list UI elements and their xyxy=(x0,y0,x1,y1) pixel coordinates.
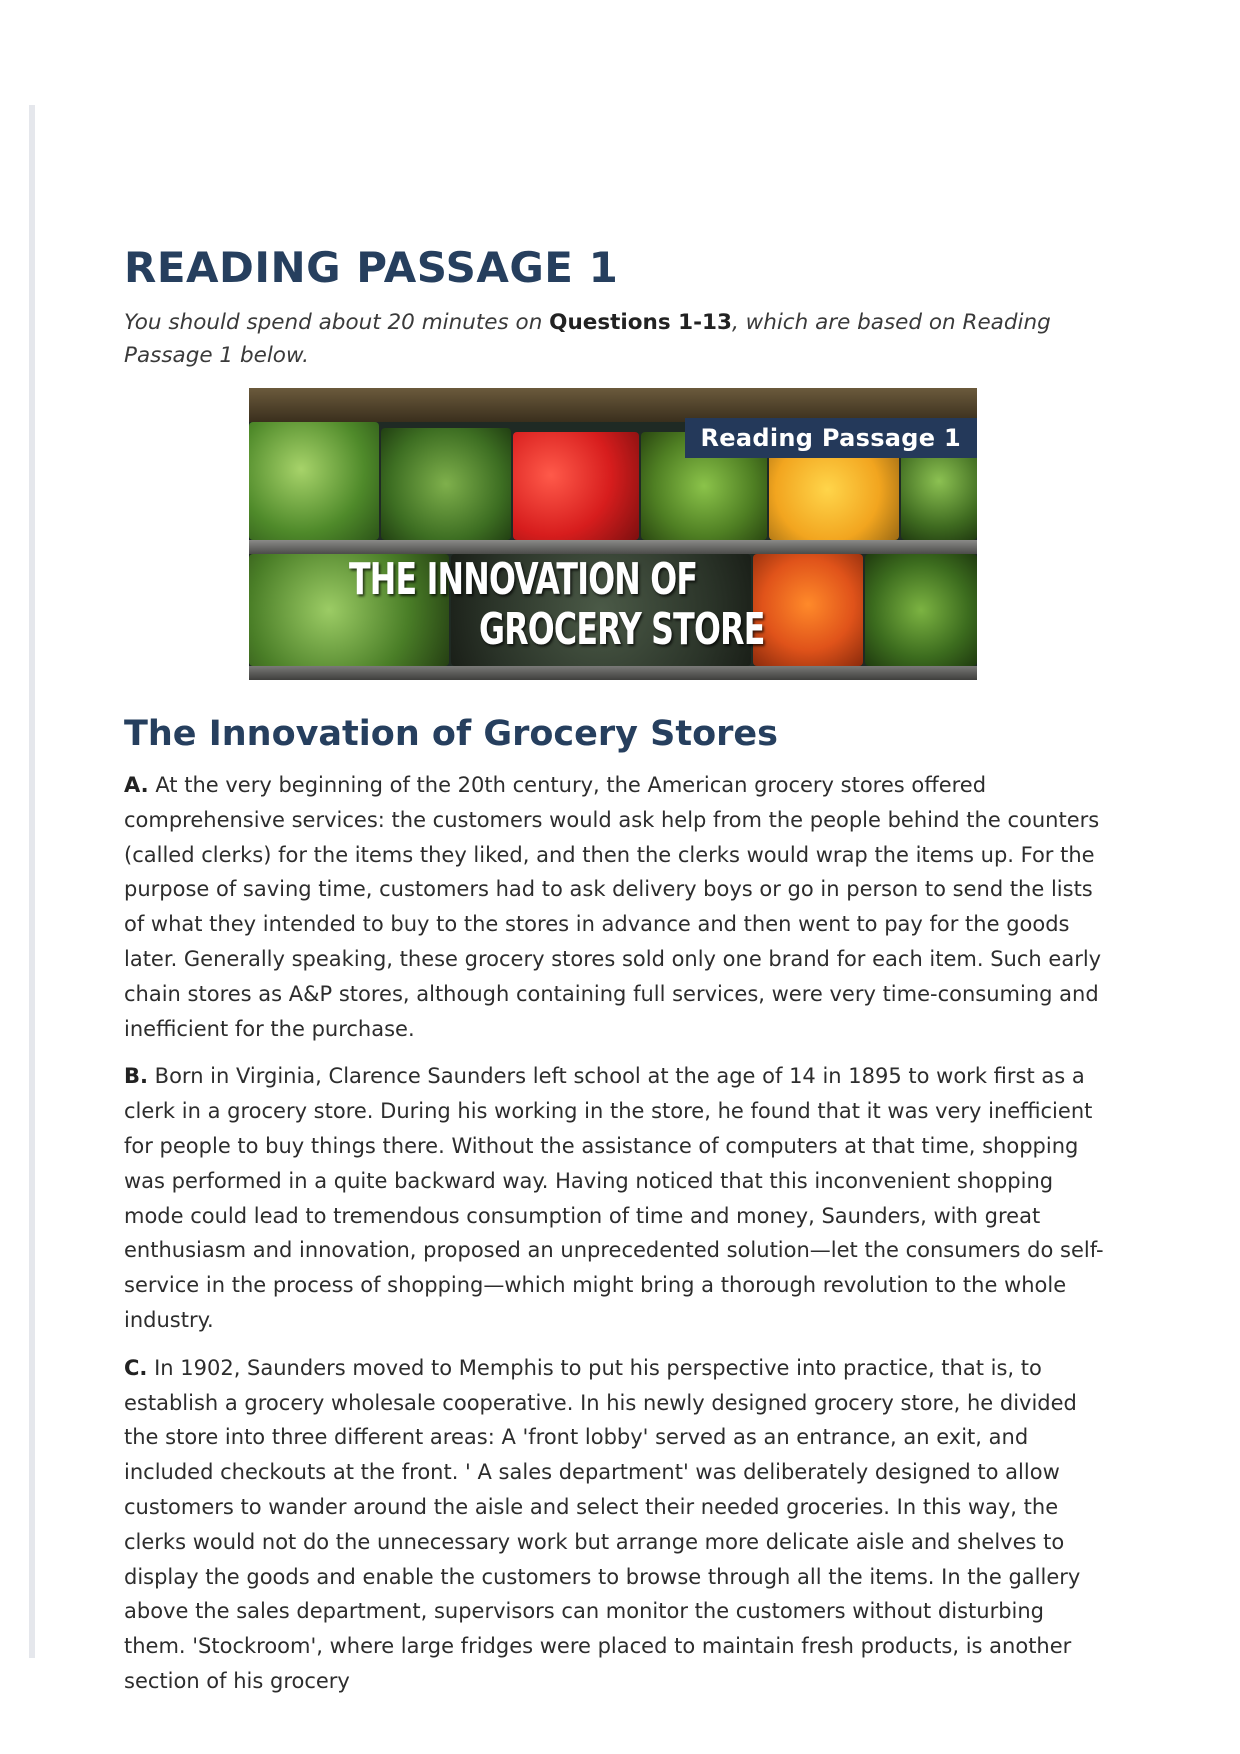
paragraph-text: In 1902, Saunders moved to Memphis to put his perspective into practice, that is, to establish a grocery wholesale cooperative. In his newly designed grocery store, he divided the store into three different areas: A 'front lobby' served as an entrance, an exit, and included checkouts at the front. ' A sales department' was deliberately designed to allow customers to wander around the aisle and select their needed groceries. In this way, the clerks would not do the unnecessary work but arrange more delicate aisle and shelves to display the goods and enable the customers to browse through all the items. In the gallery above the sales department, supervisors can monitor the customers without disturbing them. 'Stockroom', where large fridges were placed to maintain fresh products, is another section of his grocery xyxy=(124,1355,1081,1693)
paragraph-letter: C. xyxy=(124,1355,148,1380)
paragraph-b xyxy=(124,1059,1104,1337)
left-margin-rule xyxy=(29,105,35,1658)
instructions-text-after: , which are based on Reading Passage 1 below. xyxy=(124,310,1051,368)
produce-bin-red-peppers xyxy=(513,432,639,540)
banner-image xyxy=(249,388,977,680)
shelf-bottom xyxy=(249,666,977,680)
paragraph-letter: B. xyxy=(124,1064,148,1089)
instructions-questions-range: Questions 1-13 xyxy=(549,310,732,335)
produce-bin-greens xyxy=(381,428,511,540)
banner-title-line2: GROCERY STORE xyxy=(479,604,765,655)
paragraph-text: At the very beginning of the 20th century, the American grocery stores offered comprehensive services: the customers would ask help from the people behind the counters (called clerks) for the items they liked, and then the clerks would wrap the items up. For the purpose of saving time, customers had to ask delivery boys or go in person to send the lists of what they intended to buy to the stores in advance and then went to pay for the goods later. Generally speaking, these grocery stores sold only one brand for each item. Such early chain stores as A&P stores, although containing full services, were very time-consuming and inefficient for the purchase. xyxy=(124,773,1102,1041)
article-title: The Innovation of Grocery Stores xyxy=(124,714,778,754)
produce-bin-greens-lower xyxy=(865,554,977,666)
banner-title-line1: THE INNOVATION OF xyxy=(349,554,698,605)
instructions xyxy=(124,306,1104,372)
produce-bin-lettuce xyxy=(249,422,379,540)
paragraph-c xyxy=(124,1351,1104,1699)
shelf-middle xyxy=(249,540,977,554)
passage-heading: READING PASSAGE 1 xyxy=(124,243,619,292)
page-content xyxy=(124,238,1104,1712)
produce-bin-oranges xyxy=(753,554,863,666)
banner-tag: Reading Passage 1 xyxy=(685,418,978,458)
paragraph-text: Born in Virginia, Clarence Saunders left school at the age of 14 in 1895 to work first as a clerk in a grocery store. During his working in the store, he found that it was very inefficient for people to buy things there. Without the assistance of computers at that time, shopping was performed in a quite backward way. Having noticed that this inconvenient shopping mode could lead to tremendous consumption of time and money, Saunders, with great enthusiasm and innovation, proposed an unprecedented solution—let the consumers do self-service in the process of shopping—which might bring a thorough revolution to the whole industry. xyxy=(124,1064,1104,1332)
shelf-top xyxy=(249,388,977,422)
paragraph-a xyxy=(124,768,1104,1046)
instructions-text-before: You should spend about 20 minutes on xyxy=(124,310,550,335)
paragraph-letter: A. xyxy=(124,773,149,797)
